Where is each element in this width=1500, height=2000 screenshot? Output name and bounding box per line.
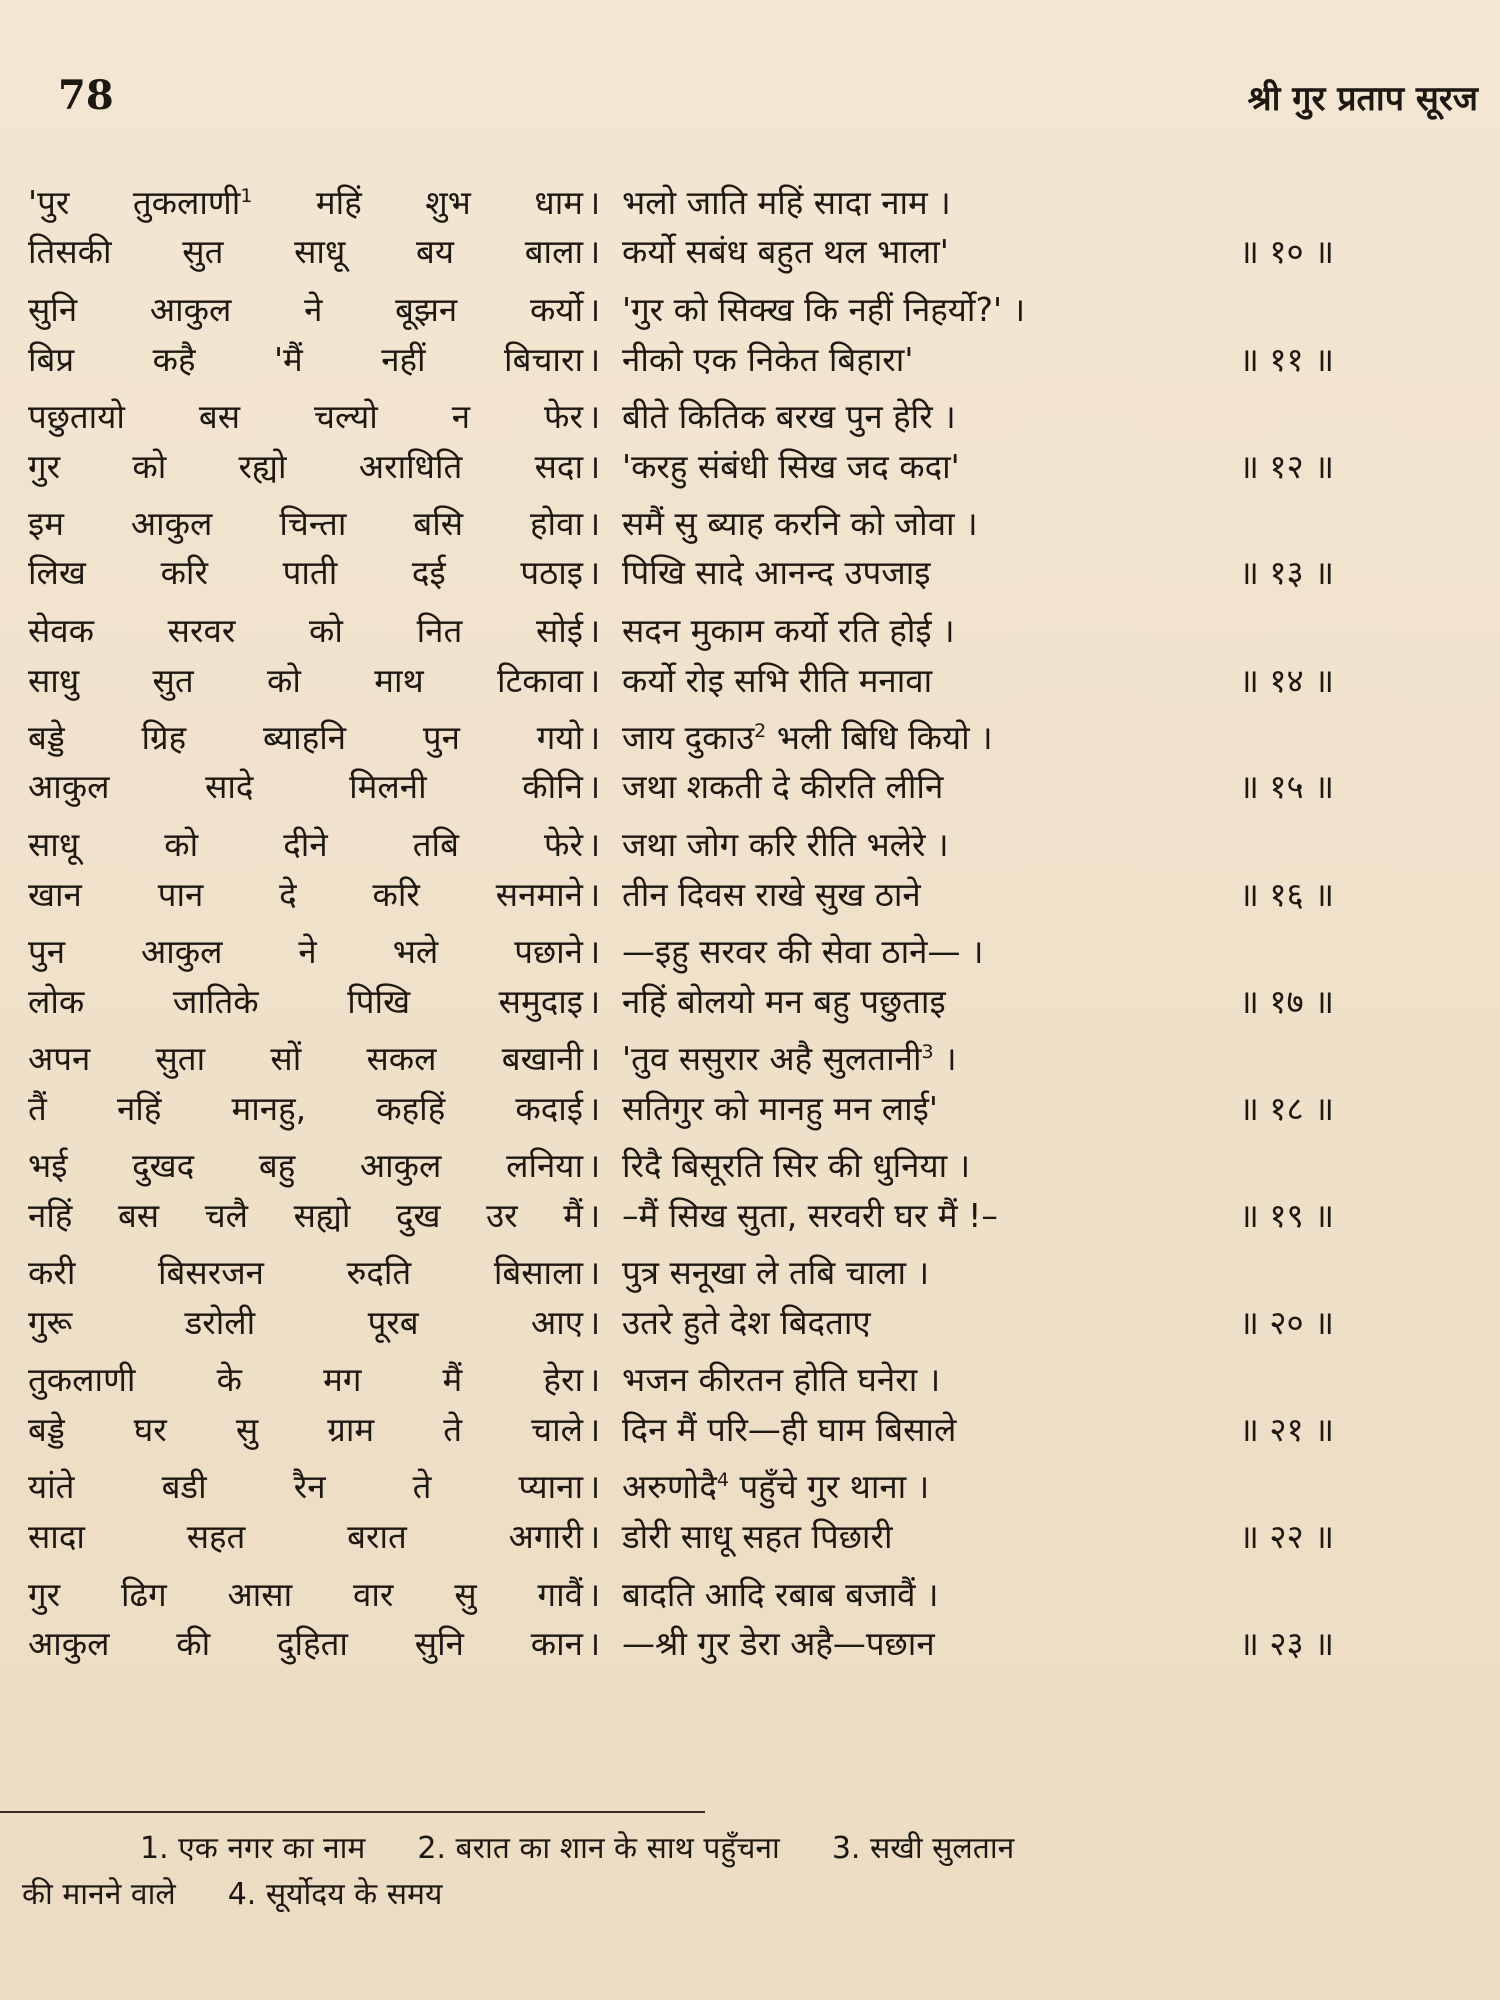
verse-second-half-text: 'करहु संबंधी सिख जद कदा' bbox=[622, 447, 960, 486]
danda-mark: । bbox=[938, 183, 951, 222]
danda-mark: । bbox=[587, 340, 601, 379]
verse-first-half: साधू को दीने तबि फेरे bbox=[28, 825, 583, 864]
verse-second-half bbox=[622, 1032, 1242, 1086]
verse-first-half: इम आकुल चिन्ता बसि होवा bbox=[28, 504, 583, 543]
verse-line bbox=[0, 1353, 1500, 1407]
verse-first-half: पुन आकुल ने भले पछाने bbox=[28, 932, 583, 971]
verse-line bbox=[0, 1032, 1500, 1086]
verse-first-half: तुकलाणी के मग मैं हेरा bbox=[28, 1360, 583, 1399]
double-danda-mark: ॥ bbox=[1239, 553, 1259, 592]
verse-second-half bbox=[622, 1353, 1242, 1407]
verse-first-half: लोक जातिके पिखि समुदाइ bbox=[28, 982, 583, 1021]
verse-second-half bbox=[622, 604, 1242, 658]
verse-first-half: साधु सुत को माथ टिकावा bbox=[28, 661, 583, 700]
verse-first-half: बिप्र कहै 'मैं नहीं बिचारा bbox=[28, 340, 583, 379]
verse-number-value: १५ bbox=[1269, 767, 1304, 806]
verse-second-half bbox=[622, 711, 1242, 765]
footnote-4: 4. सूर्योदय के समय bbox=[227, 1877, 443, 1912]
double-danda-mark: ॥ bbox=[1314, 1517, 1334, 1556]
footnote-marker: 1 bbox=[240, 185, 253, 207]
verse-first-half-text: महिं शुभ धाम bbox=[252, 183, 583, 222]
double-danda-mark: ॥ bbox=[1239, 232, 1259, 271]
danda-mark: । bbox=[587, 1303, 601, 1342]
verse-second-half-text: भलो जाति महिं सादा नाम bbox=[622, 183, 928, 222]
footnote-3: 3. सखी सुलतान bbox=[831, 1831, 1015, 1866]
danda-mark: । bbox=[587, 232, 601, 271]
double-danda-mark: ॥ bbox=[1239, 767, 1259, 806]
verse-first-half: आकुल की दुहिता सुनि कान bbox=[28, 1624, 583, 1663]
double-danda-mark: ॥ bbox=[1314, 1303, 1334, 1342]
verse-second-half bbox=[622, 176, 1242, 230]
danda-mark: । bbox=[587, 397, 601, 436]
danda-mark: । bbox=[587, 611, 601, 650]
verse-second-half-text: सदन मुकाम कर्यो रति होई bbox=[622, 611, 932, 650]
verse-first-half: अपन सुता सों सकल बखानी bbox=[28, 1039, 583, 1078]
verse-number bbox=[1198, 654, 1334, 708]
verse-number-value: १३ bbox=[1269, 553, 1304, 592]
double-danda-mark: ॥ bbox=[1314, 1196, 1334, 1235]
verse-line bbox=[0, 1296, 1500, 1350]
page-number: 78 bbox=[58, 72, 114, 119]
verse-first-half: यांते बडी रैन ते प्याना bbox=[28, 1467, 583, 1506]
verse-line bbox=[0, 760, 1500, 814]
danda-mark: । bbox=[587, 1410, 601, 1449]
verse-number-value: १७ bbox=[1269, 982, 1304, 1021]
verse-second-half-text: नीको एक निकेत बिहारा' bbox=[622, 340, 914, 379]
danda-mark: । bbox=[587, 447, 601, 486]
danda-mark: । bbox=[587, 1517, 601, 1556]
double-danda-mark: ॥ bbox=[1314, 232, 1334, 271]
verse-second-half bbox=[622, 1460, 1242, 1514]
verse-number bbox=[1198, 546, 1334, 600]
verse-second-half bbox=[622, 1617, 1242, 1671]
double-danda-mark: ॥ bbox=[1314, 875, 1334, 914]
double-danda-mark: ॥ bbox=[1239, 1624, 1259, 1663]
verse-second-half-text: जाय दुकाउ bbox=[622, 718, 755, 757]
verse-line bbox=[0, 1082, 1500, 1136]
danda-mark: । bbox=[980, 718, 993, 757]
verse-second-half-text: पहुँचे गुर थाना bbox=[728, 1467, 907, 1506]
verse-number bbox=[1198, 440, 1334, 494]
double-danda-mark: ॥ bbox=[1314, 1624, 1334, 1663]
double-danda-mark: ॥ bbox=[1239, 1410, 1259, 1449]
verse-number-value: २२ bbox=[1269, 1517, 1304, 1556]
verse-second-half-text: कर्यो रोइ सभि रीति मनावा bbox=[622, 661, 933, 700]
verse-second-half-text: सतिगुर को मानहु मन लाई' bbox=[622, 1089, 938, 1128]
verse-line bbox=[0, 1403, 1500, 1457]
verse-number-value: २३ bbox=[1269, 1624, 1304, 1663]
verse-second-half bbox=[622, 1568, 1242, 1622]
verse-first-half: भई दुखद बहु आकुल लनिया bbox=[28, 1146, 583, 1185]
footnote-1: 1. एक नगर का नाम bbox=[140, 1831, 366, 1866]
running-title: श्री गुर प्रताप सूरज bbox=[1247, 79, 1478, 119]
verse-second-half bbox=[622, 1189, 1242, 1243]
danda-mark: । bbox=[943, 397, 956, 436]
verse-number-value: १० bbox=[1269, 232, 1304, 271]
verse-line bbox=[0, 225, 1500, 279]
verse-second-half-text: —श्री गुर डेरा अहै—पछान bbox=[622, 1624, 935, 1663]
verse-number bbox=[1198, 1189, 1334, 1243]
footnote-marker: 4 bbox=[716, 1469, 729, 1491]
danda-mark: । bbox=[587, 661, 601, 700]
danda-mark: । bbox=[587, 1089, 601, 1128]
danda-mark: । bbox=[916, 1467, 930, 1506]
verse-line bbox=[0, 868, 1500, 922]
verse-line bbox=[0, 440, 1500, 494]
verse-line bbox=[0, 925, 1500, 979]
verse-second-half-text: भली बिधि कियो bbox=[766, 718, 970, 757]
verse-first-half: पछुतायो बस चल्यो न फेर bbox=[28, 397, 583, 436]
verse-line bbox=[0, 1568, 1500, 1622]
verse-line bbox=[0, 1617, 1500, 1671]
double-danda-mark: ॥ bbox=[1314, 1410, 1334, 1449]
danda-mark: । bbox=[587, 1624, 601, 1663]
verse-second-half bbox=[622, 333, 1242, 387]
double-danda-mark: ॥ bbox=[1239, 340, 1259, 379]
danda-mark: । bbox=[916, 1253, 930, 1292]
verse-second-half-text: अरुणोदै bbox=[622, 1467, 717, 1506]
verse-second-half bbox=[622, 760, 1242, 814]
verse-number bbox=[1198, 333, 1334, 387]
verse-first-half: गुर ढिग आसा वार सु गावैं bbox=[28, 1575, 583, 1614]
verse-second-half-text: तीन दिवस राखे सुख ठाने bbox=[622, 875, 921, 914]
double-danda-mark: ॥ bbox=[1239, 661, 1259, 700]
verse-first-half: बड्डे ग्रिह ब्याहनि पुन गयो bbox=[28, 718, 583, 757]
double-danda-mark: ॥ bbox=[1239, 875, 1259, 914]
verse-second-half-text: बादति आदि रबाब बजावैं bbox=[622, 1575, 916, 1614]
verse-number bbox=[1198, 1296, 1334, 1350]
danda-mark: । bbox=[587, 1253, 601, 1292]
danda-mark: । bbox=[587, 875, 601, 914]
verse-second-half-text: भजन कीरतन होति घनेरा bbox=[622, 1360, 918, 1399]
verse-second-half bbox=[622, 225, 1242, 279]
verse-second-half-text: —इहु सरवर की सेवा ठाने— bbox=[622, 932, 961, 971]
double-danda-mark: ॥ bbox=[1314, 447, 1334, 486]
verse-number bbox=[1198, 1510, 1334, 1564]
double-danda-mark: ॥ bbox=[1239, 1089, 1259, 1128]
verse-second-half-text: उतरे हुते देश बिदताए bbox=[622, 1303, 871, 1342]
double-danda-mark: ॥ bbox=[1314, 553, 1334, 592]
verse-second-half-text: जथा शकती दे कीरति लीनि bbox=[622, 767, 944, 806]
verse-second-half-text: –मैं सिख सुता, सरवरी घर मैं !– bbox=[622, 1196, 998, 1235]
danda-mark: । bbox=[587, 553, 601, 592]
verse-number bbox=[1198, 975, 1334, 1029]
verse-line bbox=[0, 975, 1500, 1029]
danda-mark: । bbox=[587, 718, 601, 757]
footnote-marker: 3 bbox=[921, 1041, 934, 1063]
danda-mark: । bbox=[587, 183, 601, 222]
danda-mark: । bbox=[942, 611, 955, 650]
double-danda-mark: ॥ bbox=[1239, 982, 1259, 1021]
danda-mark: । bbox=[587, 290, 601, 329]
verse-line bbox=[0, 497, 1500, 551]
verse-number-value: १८ bbox=[1269, 1089, 1304, 1128]
verse-line bbox=[0, 1246, 1500, 1300]
danda-mark: । bbox=[587, 504, 601, 543]
danda-mark: । bbox=[587, 825, 601, 864]
verse-line bbox=[0, 1139, 1500, 1193]
verse-number bbox=[1198, 1617, 1334, 1671]
verse-line bbox=[0, 283, 1500, 337]
verse-first-half: सेवक सरवर को नित सोई bbox=[28, 611, 583, 650]
double-danda-mark: ॥ bbox=[1239, 1303, 1259, 1342]
verse-number-value: ११ bbox=[1269, 340, 1304, 379]
verse-second-half bbox=[622, 1246, 1242, 1300]
verse-first-half: सुनि आकुल ने बूझन कर्यो bbox=[28, 290, 583, 329]
verse-line bbox=[0, 546, 1500, 600]
verse-first-half: खान पान दे करि सनमाने bbox=[28, 875, 583, 914]
verse-first-half: गुर को रह्यो अराधिति सदा bbox=[28, 447, 583, 486]
verse-second-half bbox=[622, 1403, 1242, 1457]
footnote-line bbox=[22, 1826, 1462, 1872]
danda-mark: । bbox=[587, 1039, 601, 1078]
footnote-2: 2. बरात का शान के साथ पहुँचना bbox=[417, 1831, 780, 1866]
verse-first-half: तैं नहिं मानहु, कहहिं कदाई bbox=[28, 1089, 583, 1128]
verse-second-half bbox=[622, 868, 1242, 922]
double-danda-mark: ॥ bbox=[1314, 982, 1334, 1021]
danda-mark: । bbox=[927, 1360, 941, 1399]
verse-line bbox=[0, 390, 1500, 444]
verse-second-half bbox=[622, 1082, 1242, 1136]
double-danda-mark: ॥ bbox=[1314, 661, 1334, 700]
verse-number-value: १४ bbox=[1269, 661, 1304, 700]
verse-second-half bbox=[622, 925, 1242, 979]
danda-mark: । bbox=[957, 1146, 971, 1185]
verse-second-half bbox=[622, 497, 1242, 551]
danda-mark: । bbox=[587, 1467, 601, 1506]
danda-mark: । bbox=[587, 767, 601, 806]
verse-line bbox=[0, 1460, 1500, 1514]
verse-first-half: तिसकी सुत साधू बय बाला bbox=[28, 232, 583, 271]
verse-second-half bbox=[622, 975, 1242, 1029]
verse-number bbox=[1198, 1082, 1334, 1136]
double-danda-mark: ॥ bbox=[1314, 340, 1334, 379]
verse-number bbox=[1198, 225, 1334, 279]
verse-line bbox=[0, 176, 1500, 230]
danda-mark: । bbox=[587, 932, 601, 971]
danda-mark: । bbox=[587, 1196, 601, 1235]
verse-second-half-text: जथा जोग करि रीति भलेरे bbox=[622, 825, 926, 864]
verse-second-half-text: रिदै बिसूरति सिर की धुनिया bbox=[622, 1146, 948, 1185]
danda-mark: । bbox=[936, 825, 949, 864]
verse-line bbox=[0, 711, 1500, 765]
verse-second-half-text: समैं सु ब्याह करनि को जोवा bbox=[622, 504, 955, 543]
verse-second-half-text: दिन मैं परि—ही घाम बिसाले bbox=[622, 1410, 957, 1449]
verse-second-half bbox=[622, 440, 1242, 494]
double-danda-mark: ॥ bbox=[1314, 1089, 1334, 1128]
verse-second-half-text: बीते कितिक बरख पुन हेरि bbox=[622, 397, 933, 436]
footnote-3-continued: की मानने वाले bbox=[22, 1877, 176, 1912]
verse-number bbox=[1198, 868, 1334, 922]
verse-second-half bbox=[622, 390, 1242, 444]
danda-mark: । bbox=[587, 1146, 601, 1185]
danda-mark: । bbox=[926, 1575, 939, 1614]
verse-line bbox=[0, 1189, 1500, 1243]
verse-line bbox=[0, 818, 1500, 872]
verse-first-half-text: 'पुर तुकलाणी bbox=[28, 183, 241, 222]
verse-number-value: २० bbox=[1269, 1303, 1304, 1342]
verse-second-half-text: 'गुर को सिक्ख कि नहीं निहर्यो?' bbox=[622, 290, 1003, 329]
verse-second-half-text: पुत्र सनूखा ले तबि चाला bbox=[622, 1253, 907, 1292]
verse-second-half bbox=[622, 1296, 1242, 1350]
danda-mark: । bbox=[965, 504, 978, 543]
verse-first-half: लिख करि पाती दई पठाइ bbox=[28, 553, 583, 592]
footnote-marker: 2 bbox=[754, 720, 767, 742]
verse-first-half: करी बिसरजन रुदति बिसाला bbox=[28, 1253, 583, 1292]
double-danda-mark: ॥ bbox=[1239, 1517, 1259, 1556]
verse-first-half: गुरू डरोली पूरब आए bbox=[28, 1303, 583, 1342]
verse-second-half-text: कर्यो सबंध बहुत थल भाला' bbox=[622, 232, 949, 271]
verse-second-half bbox=[622, 1510, 1242, 1564]
verse-first-half: नहिं बस चलै सह्यो दुख उर मैं bbox=[28, 1196, 583, 1235]
verse-second-half-text: पिखि सादे आनन्द उपजाइ bbox=[622, 553, 931, 592]
verse-number bbox=[1198, 760, 1334, 814]
verse-second-half bbox=[622, 654, 1242, 708]
double-danda-mark: ॥ bbox=[1239, 447, 1259, 486]
verse-second-half-text: डोरी साधू सहत पिछारी bbox=[622, 1517, 893, 1556]
verse-second-half bbox=[622, 1139, 1242, 1193]
verse-line bbox=[0, 333, 1500, 387]
double-danda-mark: ॥ bbox=[1314, 767, 1334, 806]
footnote-rule bbox=[0, 1811, 705, 1813]
verse-second-half-text: नहिं बोलयो मन बहु पछुताइ bbox=[622, 982, 946, 1021]
danda-mark: । bbox=[587, 1575, 601, 1614]
danda-mark: । bbox=[1012, 290, 1026, 329]
verse-second-half bbox=[622, 818, 1242, 872]
verse-number-value: १२ bbox=[1269, 447, 1304, 486]
double-danda-mark: ॥ bbox=[1239, 1196, 1259, 1235]
verse-number-value: २१ bbox=[1269, 1410, 1304, 1449]
footnotes bbox=[22, 1826, 1462, 1918]
danda-mark: । bbox=[970, 932, 984, 971]
danda-mark: । bbox=[587, 1360, 601, 1399]
danda-mark: । bbox=[587, 982, 601, 1021]
verse-first-half: आकुल सादे मिलनी कीनि bbox=[28, 767, 583, 806]
verse-number-value: १६ bbox=[1269, 875, 1304, 914]
verse-line bbox=[0, 654, 1500, 708]
verse-second-half bbox=[622, 546, 1242, 600]
verse-line bbox=[0, 1510, 1500, 1564]
verse-first-half: सादा सहत बरात अगारी bbox=[28, 1517, 583, 1556]
verse-second-half bbox=[622, 283, 1242, 337]
verse-first-half bbox=[28, 176, 583, 230]
verse-first-half: बड्डे घर सु ग्राम ते चाले bbox=[28, 1410, 583, 1449]
verse-number bbox=[1198, 1403, 1334, 1457]
verse-second-half-text: 'तुव ससुरार अहै सुलतानी bbox=[622, 1039, 922, 1078]
verse-number-value: १९ bbox=[1269, 1196, 1304, 1235]
danda-mark: । bbox=[944, 1039, 957, 1078]
footnote-line bbox=[22, 1872, 1462, 1918]
verse-line bbox=[0, 604, 1500, 658]
